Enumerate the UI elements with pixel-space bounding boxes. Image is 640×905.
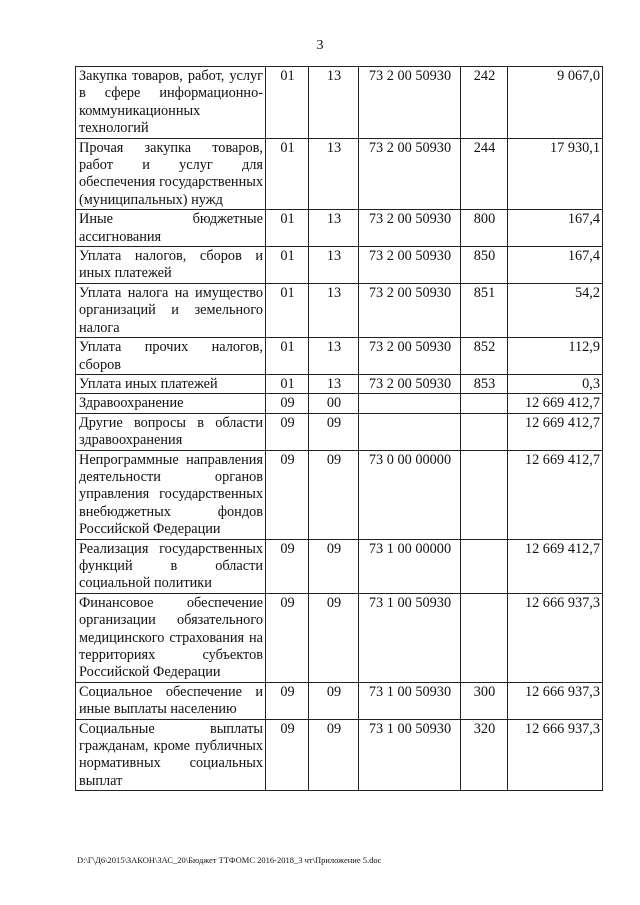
cell-subsection: 13 <box>309 338 359 375</box>
table-row <box>76 413 603 450</box>
cell-section: 01 <box>266 210 309 247</box>
cell-expense-type: 851 <box>461 283 508 337</box>
cell-section: 01 <box>266 374 309 393</box>
cell-name: Финансовое обеспечение организации обязательного медицинского страхования на территориях субъектов Российской Федерации <box>76 593 266 682</box>
cell-amount: 54,2 <box>508 283 603 337</box>
cell-target-article: 73 1 00 00000 <box>359 539 461 593</box>
file-path-footer: D:\Г\Д6\2015\ЗАКОН\ЗАС_20\Бюджет ТТФОМС 2016-2018_3 чт\Приложение 5.doc <box>77 855 382 865</box>
cell-expense-type: 850 <box>461 247 508 284</box>
table-row <box>76 450 603 539</box>
cell-expense-type <box>461 413 508 450</box>
cell-expense-type: 320 <box>461 719 508 791</box>
cell-amount: 12 666 937,3 <box>508 593 603 682</box>
table-row <box>76 593 603 682</box>
cell-target-article: 73 2 00 50930 <box>359 247 461 284</box>
cell-section: 09 <box>266 682 309 719</box>
cell-section: 01 <box>266 67 309 139</box>
cell-target-article: 73 2 00 50930 <box>359 283 461 337</box>
cell-target-article: 73 1 00 50930 <box>359 719 461 791</box>
cell-section: 09 <box>266 593 309 682</box>
cell-subsection: 09 <box>309 450 359 539</box>
cell-section: 09 <box>266 394 309 413</box>
cell-amount: 167,4 <box>508 210 603 247</box>
cell-section: 01 <box>266 247 309 284</box>
cell-target-article: 73 2 00 50930 <box>359 338 461 375</box>
cell-subsection: 09 <box>309 593 359 682</box>
cell-target-article: 73 0 00 00000 <box>359 450 461 539</box>
cell-amount: 12 666 937,3 <box>508 682 603 719</box>
cell-name: Прочая закупка товаров, работ и услуг для обеспечения государственных (муниципальных) нужд <box>76 138 266 210</box>
cell-name: Уплата налогов, сборов и иных платежей <box>76 247 266 284</box>
cell-section: 09 <box>266 450 309 539</box>
cell-expense-type: 242 <box>461 67 508 139</box>
cell-subsection: 09 <box>309 539 359 593</box>
cell-section: 01 <box>266 338 309 375</box>
table-row <box>76 539 603 593</box>
cell-expense-type: 853 <box>461 374 508 393</box>
table-row <box>76 374 603 393</box>
cell-name: Социальные выплаты гражданам, кроме публичных нормативных социальных выплат <box>76 719 266 791</box>
cell-target-article <box>359 413 461 450</box>
cell-target-article: 73 2 00 50930 <box>359 138 461 210</box>
cell-expense-type <box>461 593 508 682</box>
table-row <box>76 338 603 375</box>
cell-amount: 12 669 412,7 <box>508 413 603 450</box>
cell-subsection: 09 <box>309 413 359 450</box>
cell-amount: 12 666 937,3 <box>508 719 603 791</box>
cell-subsection: 13 <box>309 210 359 247</box>
cell-section: 01 <box>266 138 309 210</box>
cell-subsection: 09 <box>309 719 359 791</box>
cell-target-article: 73 2 00 50930 <box>359 374 461 393</box>
cell-subsection: 13 <box>309 67 359 139</box>
cell-name: Уплата налога на имущество организаций и земельного налога <box>76 283 266 337</box>
cell-expense-type: 852 <box>461 338 508 375</box>
table-row <box>76 138 603 210</box>
cell-target-article: 73 1 00 50930 <box>359 593 461 682</box>
cell-amount: 9 067,0 <box>508 67 603 139</box>
cell-subsection: 13 <box>309 138 359 210</box>
cell-target-article: 73 2 00 50930 <box>359 67 461 139</box>
cell-name: Непрограммные направления деятельности органов управления государственных внебюджетных фондов Российской Федерации <box>76 450 266 539</box>
cell-subsection: 00 <box>309 394 359 413</box>
cell-name: Другие вопросы в области здравоохранения <box>76 413 266 450</box>
cell-expense-type: 800 <box>461 210 508 247</box>
page-number: 3 <box>316 38 324 53</box>
cell-section: 01 <box>266 283 309 337</box>
cell-target-article: 73 1 00 50930 <box>359 682 461 719</box>
cell-amount: 112,9 <box>508 338 603 375</box>
cell-target-article <box>359 394 461 413</box>
cell-expense-type <box>461 539 508 593</box>
cell-name: Закупка товаров, работ, услуг в сфере информационно-коммуникационных технологий <box>76 67 266 139</box>
cell-amount: 0,3 <box>508 374 603 393</box>
table-row <box>76 283 603 337</box>
cell-name: Здравоохранение <box>76 394 266 413</box>
cell-subsection: 13 <box>309 283 359 337</box>
cell-section: 09 <box>266 539 309 593</box>
table-row <box>76 394 603 413</box>
table-row <box>76 67 603 139</box>
cell-expense-type: 300 <box>461 682 508 719</box>
cell-name: Уплата прочих налогов, сборов <box>76 338 266 375</box>
table-row <box>76 247 603 284</box>
cell-amount: 167,4 <box>508 247 603 284</box>
table-row <box>76 682 603 719</box>
cell-subsection: 13 <box>309 247 359 284</box>
budget-table-body <box>76 67 603 791</box>
budget-table <box>75 66 603 791</box>
cell-subsection: 13 <box>309 374 359 393</box>
cell-amount: 17 930,1 <box>508 138 603 210</box>
cell-amount: 12 669 412,7 <box>508 450 603 539</box>
cell-name: Иные бюджетные ассигнования <box>76 210 266 247</box>
cell-name: Уплата иных платежей <box>76 374 266 393</box>
cell-amount: 12 669 412,7 <box>508 539 603 593</box>
cell-name: Реализация государственных функций в области социальной политики <box>76 539 266 593</box>
cell-target-article: 73 2 00 50930 <box>359 210 461 247</box>
table-row <box>76 719 603 791</box>
cell-expense-type: 244 <box>461 138 508 210</box>
cell-subsection: 09 <box>309 682 359 719</box>
cell-expense-type <box>461 394 508 413</box>
cell-name: Социальное обеспечение и иные выплаты населению <box>76 682 266 719</box>
table-row <box>76 210 603 247</box>
cell-section: 09 <box>266 413 309 450</box>
cell-section: 09 <box>266 719 309 791</box>
cell-expense-type <box>461 450 508 539</box>
cell-amount: 12 669 412,7 <box>508 394 603 413</box>
